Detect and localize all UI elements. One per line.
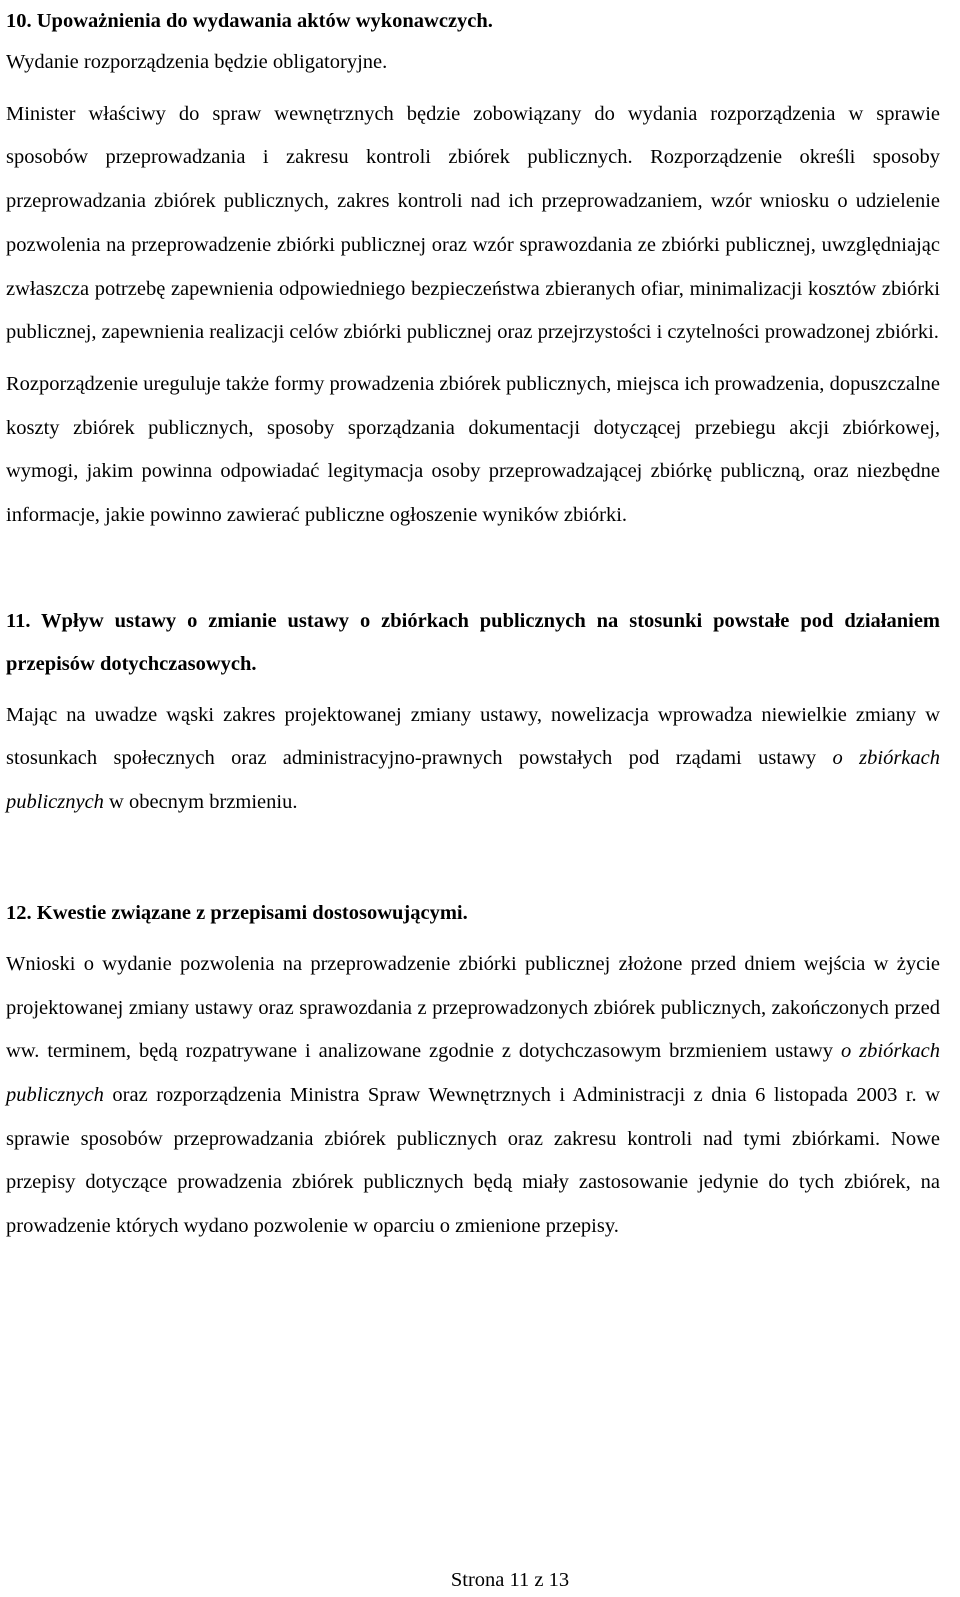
section-11-act-title: o zbiórkach publicznych [6, 747, 940, 814]
section-11-text-after: w obecnym brzmieniu. [103, 791, 298, 814]
section-10-paragraph-2: Minister właściwy do spraw wewnętrznych będzie zobowiązany do wydania rozporządzenia w sprawie sposobów przeprowadzania i zakresu kontroli zbiórek publicznych. Rozporządzenie określi sposoby przeprowadzania zbiórek publicznych, zakres kontroli nad ich przeprowadzaniem, wzór wniosku o udzielenie pozwolenia na przeprowadzenie zbiórki publicznej oraz wzór sprawozdania ze zbiórki publicznej, uwzględniając zwłaszcza potrzebę zapewnienia odpowiedniego bezpieczeństwa zbieranych ofiar, minimalizacji kosztów zbiórki publicznej, zapewnienia realizacji celów zbiórki publicznej oraz przejrzystości i czytelności prowadzonej zbiórki. [6, 102, 940, 344]
section-12-heading: 12. Kwestie związane z przepisami dostosowującymi. [6, 901, 468, 924]
section-spacer [6, 825, 940, 891]
section-10-heading: 10. Upoważnienia do wydawania aktów wykonawczych. [6, 10, 493, 32]
page-number: Strona 11 z 13 [450, 1569, 570, 1591]
section-12-text-before: Wnioski o wydanie pozwolenia na przeprowadzenie zbiórki publicznej złożone przed dniem wejścia w życie projektowanej zmiany ustawy oraz sprawozdania z przeprowadzonych zbiórek publicznych, zakończonych przed ww. terminem, będą rozpatrywane i analizowane zgodnie z dotychczasowym brzmieniem ustawy [6, 952, 940, 1063]
section-11-paragraph-1 [6, 694, 940, 825]
section-12-text-after: oraz rozporządzenia Ministra Spraw Wewnętrznych i Administracji z dnia 6 listopada 2003 r. w sprawie sposobów przeprowadzania zbiórek publicznych oraz zakresu kontroli nad tymi zbiórkami. Nowe przepisy dotyczące prowadzenia zbiórek publicznych będą miały zastosowanie jedynie do tych zbiórek, na prowadzenie których wydano pozwolenie w oparciu o zmienione przepisy. [6, 1083, 940, 1238]
section-12-paragraph-1 [6, 943, 940, 1249]
section-10-paragraph-1: Wydanie rozporządzenia będzie obligatoryjne. [6, 51, 388, 73]
section-spacer [6, 538, 940, 602]
section-10-paragraph-3: Rozporządzenie ureguluje także formy prowadzenia zbiórek publicznych, miejsca ich prowadzenia, dopuszczalne koszty zbiórek publicznych, sposoby sporządzania dokumentacji dotyczącej przebiegu akcji zbiórkowej, wymogi, jakim powinna odpowiadać legitymacja osoby przeprowadzającej zbiórkę publiczną, oraz niezbędne informacje, jakie powinno zawierać publiczne ogłoszenie wyników zbiórki. [6, 372, 940, 527]
page-footer [0, 1566, 960, 1594]
section-12-act-title: o zbiórkach publicznych [6, 1040, 940, 1106]
section-11-heading: 11. Wpływ ustawy o zmianie ustawy o zbiórkach publicznych na stosunki powstałe pod działaniem przepisów dotychczasowych. [6, 609, 940, 675]
document-page [6, 0, 940, 1249]
section-11-text-before: Mając na uwadze wąski zakres projektowanej zmiany ustawy, nowelizacja wprowadza niewielkie zmiany w stosunkach społecznych oraz administracyjno-prawnych powstałych pod rządami ustawy [6, 703, 940, 770]
